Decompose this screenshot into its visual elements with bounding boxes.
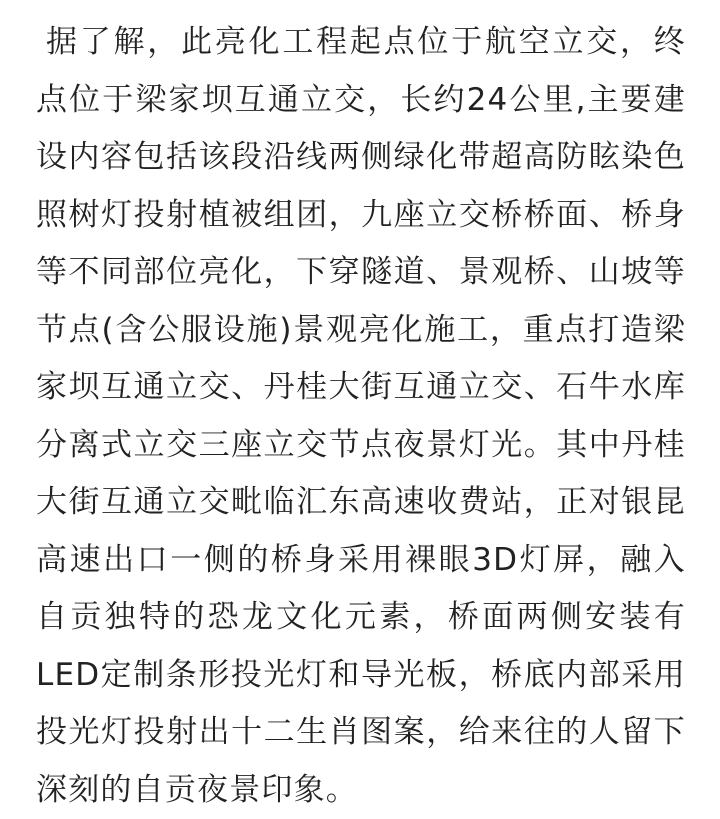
article-line: 高速出口一侧的桥身采用裸眼3D灯屏，融入: [36, 532, 686, 590]
article-line: LED定制条形投光灯和导光板，桥底内部采用: [36, 647, 686, 705]
article-line: 节点(含公服设施)景观亮化施工，重点打造梁: [36, 302, 686, 360]
article-line: 点位于梁家坝互通立交，长约24公里,主要建: [36, 72, 686, 130]
article-line: 照树灯投射植被组团，九座立交桥桥面、桥身: [36, 187, 686, 245]
article-body: [36, 14, 686, 819]
article-line: 家坝互通立交、丹桂大街互通立交、石牛水库: [36, 359, 686, 417]
article-line: 深刻的自贡夜景印象。: [36, 762, 686, 819]
article-line: 据了解，此亮化工程起点位于航空立交，终: [36, 14, 686, 72]
article-line: 大街互通立交毗临汇东高速收费站，正对银昆: [36, 474, 686, 532]
article-line: 投光灯投射出十二生肖图案，给来往的人留下: [36, 704, 686, 762]
article-line: 分离式立交三座立交节点夜景灯光。其中丹桂: [36, 417, 686, 475]
article-line: 设内容包括该段沿线两侧绿化带超高防眩染色: [36, 129, 686, 187]
article-line: 等不同部位亮化，下穿隧道、景观桥、山坡等: [36, 244, 686, 302]
article-line: 自贡独特的恐龙文化元素，桥面两侧安装有: [36, 589, 686, 647]
